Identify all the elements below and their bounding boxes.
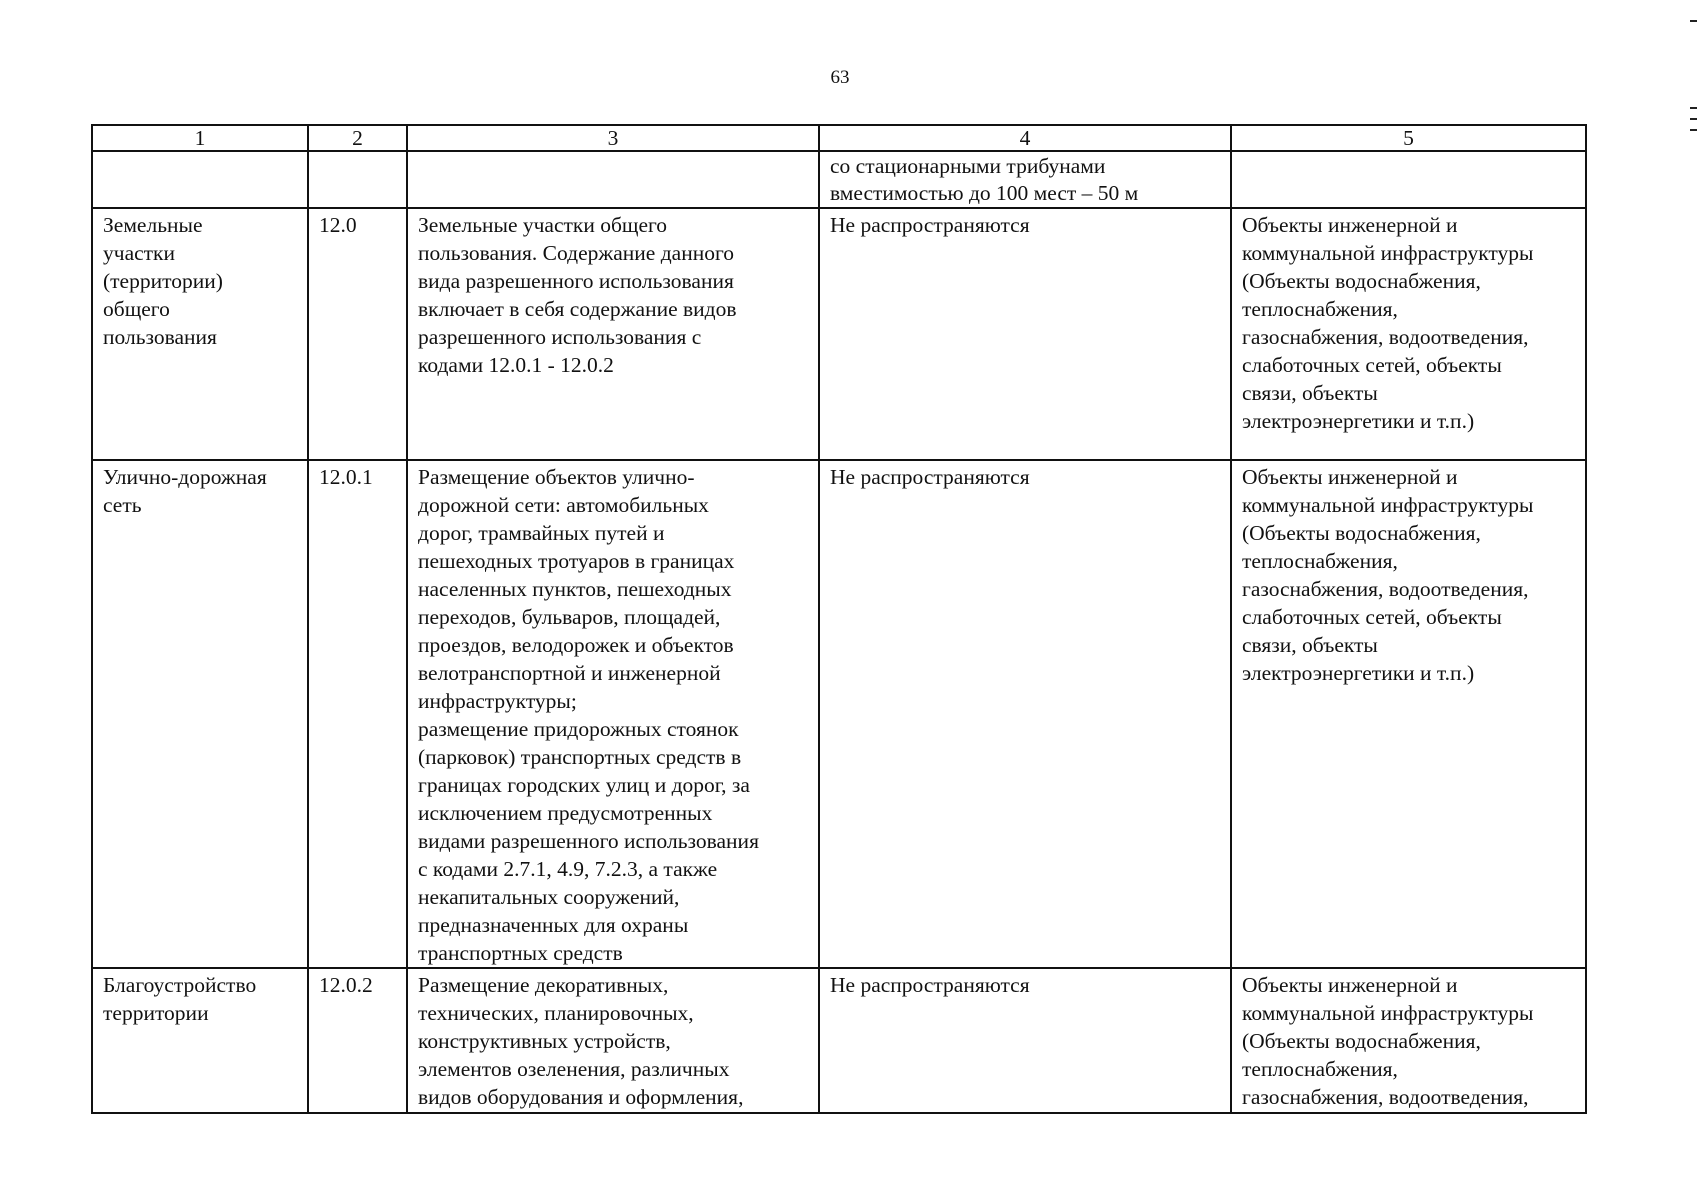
- cell-text: Благоустройство территории: [103, 973, 257, 1025]
- table-cell: [1231, 968, 1586, 1113]
- table-cell: [308, 151, 407, 208]
- page-number: 63: [830, 67, 850, 88]
- margin-mark: [1690, 107, 1697, 131]
- table-cell: [1231, 208, 1586, 460]
- table-header-row: [92, 125, 1586, 151]
- table-row: [92, 460, 1586, 968]
- column-header-2: 2: [308, 125, 407, 151]
- column-header-4: 4: [819, 125, 1231, 151]
- cell-text: Не распространяются: [830, 973, 1030, 997]
- table-cell: [819, 968, 1231, 1113]
- cell-text: 12.0: [319, 213, 357, 237]
- table-cell: [92, 460, 308, 968]
- table-row: [92, 151, 1586, 208]
- cell-text: Объекты инженерной и коммунальной инфраструктуры (Объекты водоснабжения, теплоснабжения, газоснабжения, водоотведения, слаботочных сетей, объекты связи, объекты электроэнергетики и т.п.): [1242, 213, 1534, 433]
- table-cell: [407, 460, 819, 968]
- cell-text: Размещение декоративных, технических, планировочных, конструктивных устройств, элементов озеленения, различных видов оборудования и оформления,: [418, 973, 744, 1109]
- cell-text: со стационарными трибунами вместимостью до 100 мест – 50 м: [830, 154, 1139, 205]
- table-row: [92, 208, 1586, 460]
- cell-text: 12.0.2: [319, 973, 373, 997]
- table-cell: [308, 460, 407, 968]
- table-cell: [308, 968, 407, 1113]
- table-cell: [819, 460, 1231, 968]
- column-header-5: 5: [1231, 125, 1586, 151]
- margin-mark: [1690, 20, 1697, 22]
- table-cell: [819, 151, 1231, 208]
- cell-text: Объекты инженерной и коммунальной инфраструктуры (Объекты водоснабжения, теплоснабжения, газоснабжения, водоотведения,: [1242, 973, 1534, 1109]
- table-cell: [1231, 151, 1586, 208]
- cell-text: Улично-дорожная сеть: [103, 465, 267, 517]
- table-cell: [407, 208, 819, 460]
- table-cell: [308, 208, 407, 460]
- table-cell: [407, 151, 819, 208]
- cell-text: Не распространяются: [830, 465, 1030, 489]
- cell-text: Размещение объектов улично- дорожной сети: автомобильных дорог, трамвайных путей и пешеходных тротуаров в границах населенных пунктов, пешеходных переходов, бульваров, площадей, проездов, велодорожек и объектов велотранспортной и инженерной инфраструктуры; размещение придорожных стоянок (парковок) транспортных средств в границах городских улиц и дорог, за исключением предусмотренных видами разрешенного использования с кодами 2.7.1, 4.9, 7.2.3, а также некапитальных сооружений, предназначенных для охраны транспортных средств: [418, 465, 759, 965]
- column-header-3: 3: [407, 125, 819, 151]
- land-use-table: [91, 124, 1587, 1114]
- cell-text: 12.0.1: [319, 465, 373, 489]
- table-cell: [92, 968, 308, 1113]
- cell-text: Объекты инженерной и коммунальной инфраструктуры (Объекты водоснабжения, теплоснабжения, газоснабжения, водоотведения, слаботочных сетей, объекты связи, объекты электроэнергетики и т.п.): [1242, 465, 1534, 685]
- table-cell: [819, 208, 1231, 460]
- cell-text: Не распространяются: [830, 213, 1030, 237]
- cell-text: Земельные участки общего пользования. Содержание данного вида разрешенного использования включает в себя содержание видов разрешенного использования с кодами 12.0.1 - 12.0.2: [418, 213, 737, 377]
- column-header-1: 1: [92, 125, 308, 151]
- table-row: [92, 968, 1586, 1113]
- table-cell: [407, 968, 819, 1113]
- table-cell: [1231, 460, 1586, 968]
- table-cell: [92, 151, 308, 208]
- cell-text: Земельные участки (территории) общего пользования: [103, 213, 223, 349]
- table-cell: [92, 208, 308, 460]
